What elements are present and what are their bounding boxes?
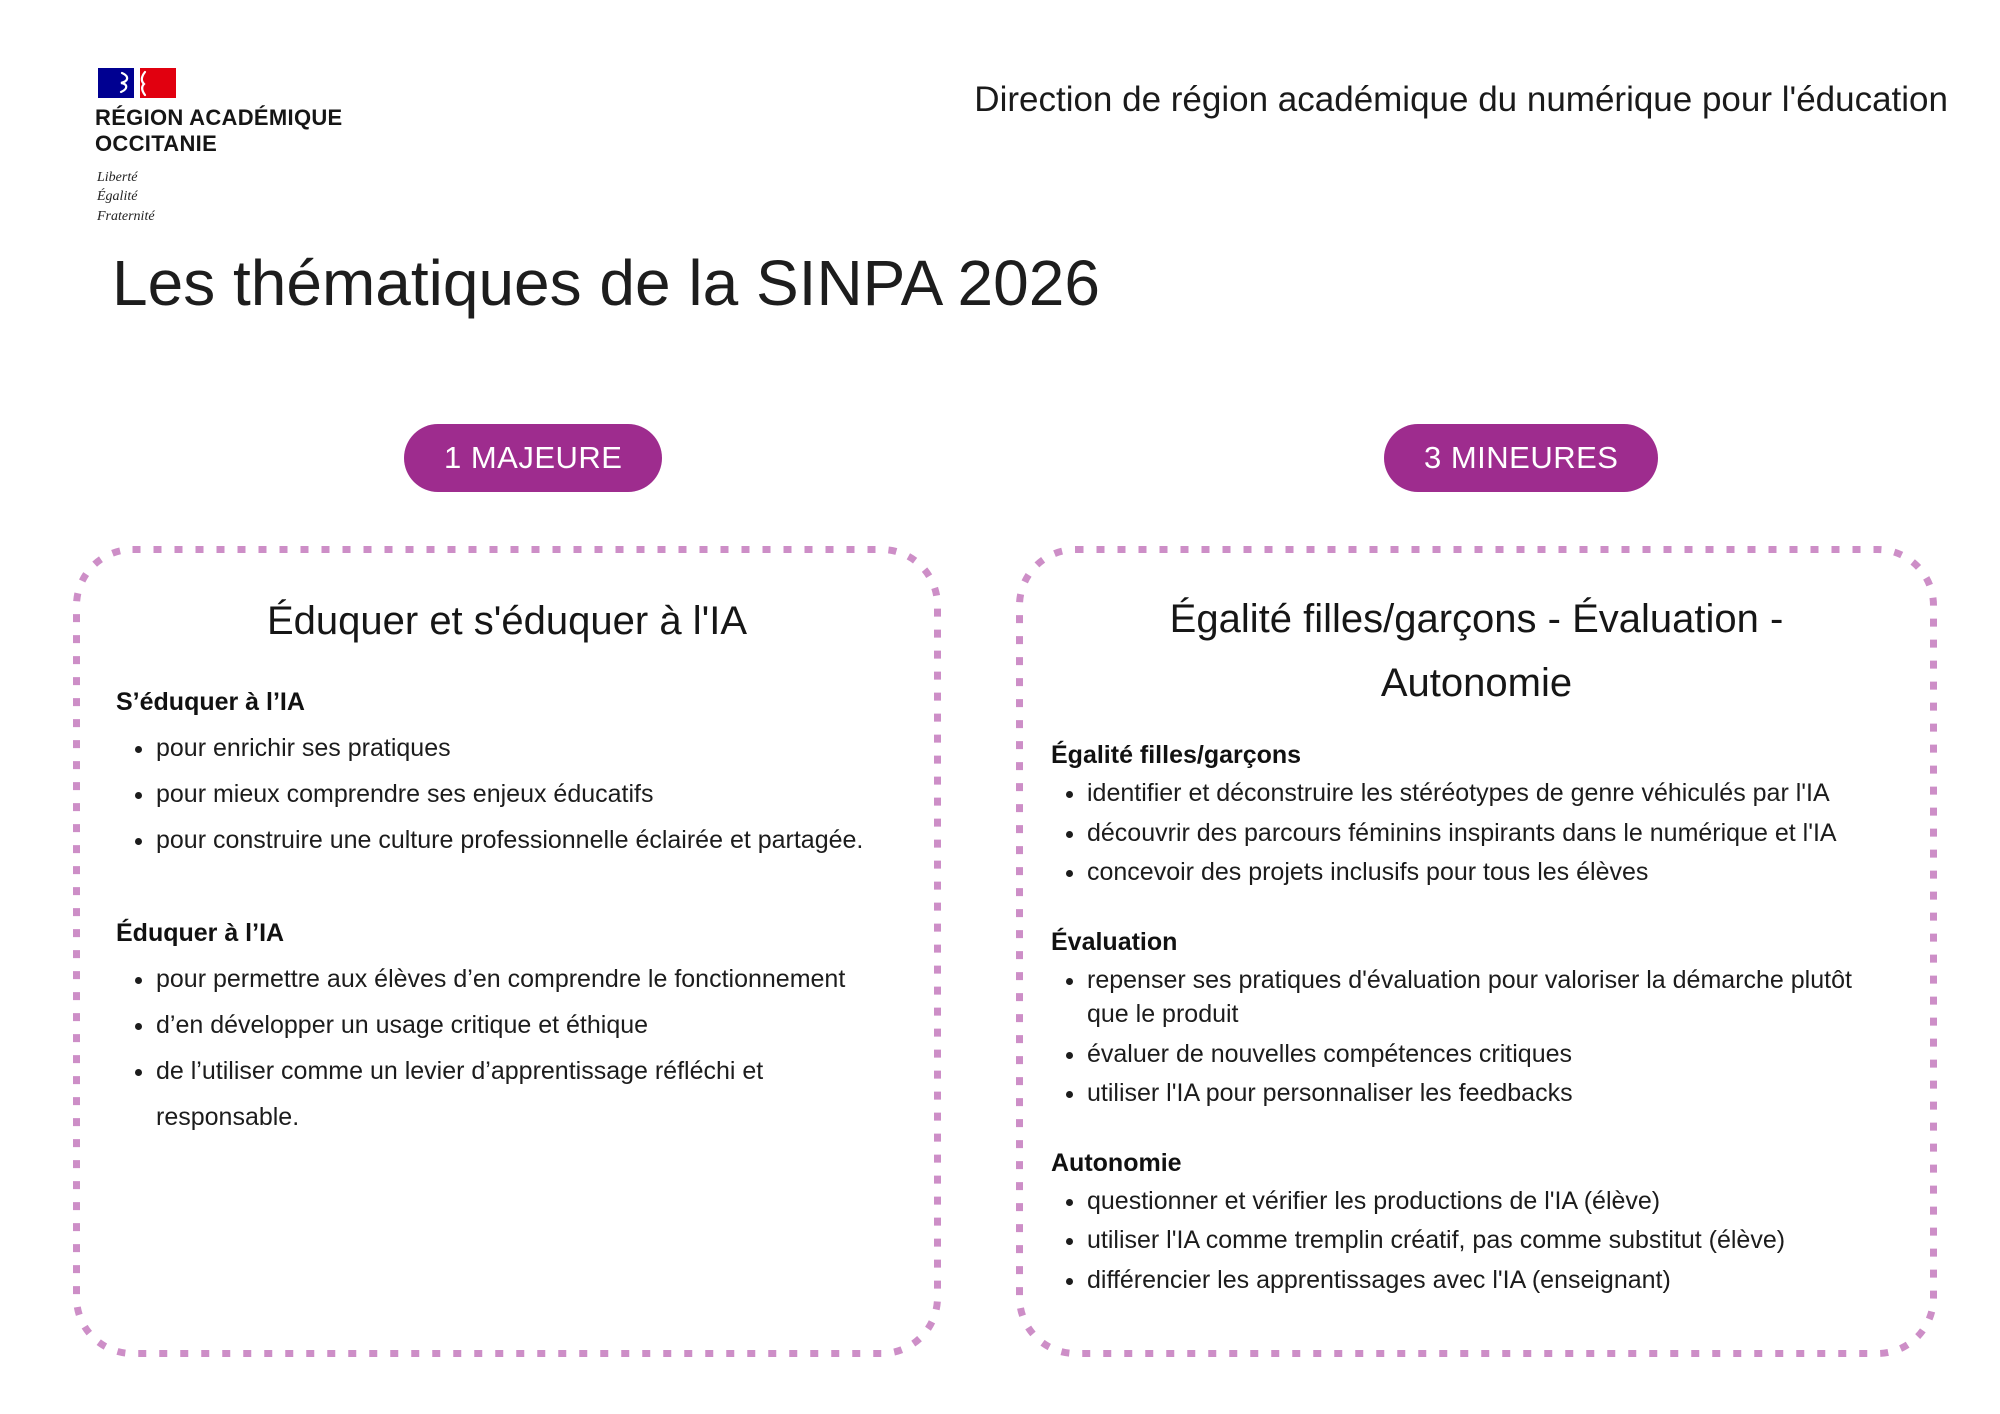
french-flag-marianne-icon: [98, 68, 176, 98]
list-item: • identifier et déconstruire les stéréotypes de genre véhiculés par l'IA: [1087, 776, 1898, 811]
list-item: • pour enrichir ses pratiques: [156, 725, 892, 771]
list-item: • de l’utiliser comme un levier d’apprentissage réfléchi et responsable.: [156, 1048, 892, 1140]
section-heading: S’éduquer à l’IA: [116, 688, 305, 716]
direction-label: Direction de région académique du numérique pour l'éducation: [974, 80, 1948, 119]
section-heading: Égalité filles/garçons: [1051, 741, 1302, 769]
list-item: • pour construire une culture professionnelle éclairée et partagée.: [156, 817, 892, 863]
card-majeure: [72, 545, 942, 1358]
section-heading: Évaluation: [1051, 927, 1178, 956]
motto-fraternite: Fraternité: [97, 208, 155, 224]
motto-egalite: Égalité: [97, 189, 138, 205]
logo-region-line2: OCCITANIE: [95, 130, 218, 156]
bullet-list: [1051, 776, 1898, 890]
section-evaluation: [1051, 928, 1898, 1111]
list-item: • utiliser l'IA pour personnaliser les feedbacks: [1087, 1076, 1898, 1111]
card-mineures-title: Égalité filles/garçons - Évaluation - Autonomie: [1169, 597, 1784, 705]
list-item: • d’en développer un usage critique et éthique: [156, 1002, 892, 1048]
list-item: • différencier les apprentissages avec l'IA (enseignant): [1087, 1263, 1898, 1298]
bullet-list: [1051, 1184, 1898, 1298]
bullet-list: [116, 725, 892, 863]
region-academique-logo: [95, 68, 435, 226]
logo-region-line1: RÉGION ACADÉMIQUE: [95, 105, 343, 130]
section-autonomie: [1051, 1149, 1898, 1298]
card-mineures: [1015, 545, 1938, 1358]
flag-blue-block: [98, 68, 134, 98]
list-item: • utiliser l'IA comme tremplin créatif, pas comme substitut (élève): [1087, 1223, 1898, 1258]
list-item: • pour permettre aux élèves d’en comprendre le fonctionnement: [156, 956, 892, 1002]
badge-3-mineures: 3 MINEURES: [1384, 424, 1658, 492]
list-item: • concevoir des projets inclusifs pour tous les élèves: [1087, 855, 1898, 890]
bullet-list: [1051, 963, 1898, 1111]
card-majeure-title: Éduquer et s'éduquer à l'IA: [266, 599, 748, 643]
badge-1-majeure: 1 MAJEURE: [404, 424, 662, 492]
section-heading: Autonomie: [1051, 1148, 1182, 1177]
list-item: • pour mieux comprendre ses enjeux éducatifs: [156, 771, 892, 817]
list-item: • repenser ses pratiques d'évaluation pour valoriser la démarche plutôt que le produit: [1087, 963, 1898, 1032]
page-title: Les thématiques de la SINPA 2026: [112, 247, 1100, 319]
bullet-list: [116, 956, 892, 1140]
section-heading: Éduquer à l’IA: [116, 919, 285, 947]
section-seduquer: [116, 688, 892, 863]
section-eduquer: [116, 919, 892, 1140]
list-item: • évaluer de nouvelles compétences critiques: [1087, 1037, 1898, 1072]
list-item: • découvrir des parcours féminins inspirants dans le numérique et l'IA: [1087, 816, 1898, 851]
logo-motto: [97, 168, 435, 226]
section-egalite: [1051, 741, 1898, 890]
motto-liberte: Liberté: [97, 170, 138, 186]
list-item: • questionner et vérifier les productions de l'IA (élève): [1087, 1184, 1898, 1219]
